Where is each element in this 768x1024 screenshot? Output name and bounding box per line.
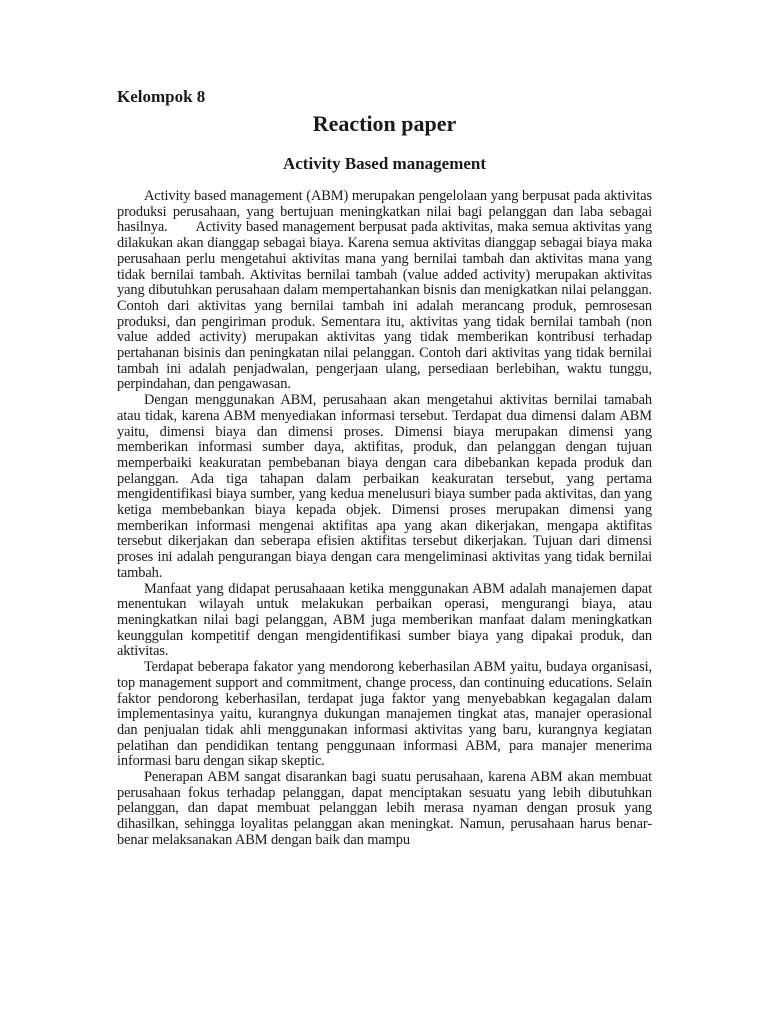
document-body [117,188,656,849]
document-subtitle: Activity Based management [282,154,487,173]
paragraph: Manfaat yang didapat perusahaaan ketika menggunakan ABM adalah manajemen dapat menentukan wilayah untuk melakukan perbaikan operasi, mengurangi biaya, atau meningkatkan nilai bagi pelanggan, ABM juga memberikan manfaat dalam meningkatkan keunggulan kompetitif dengan mengidentifikasi sumber biaya yang dipakai produk, dan aktivitas. [117,580,652,660]
paragraph: Dengan menggunakan ABM, perusahaan akan mengetahui aktivitas bernilai tamabah atau tidak, karena ABM menyediakan informasi tersebut. Terdapat dua dimensi dalam ABM yaitu, dimensi biaya dan dimensi proses. Dimensi biaya merupakan dimensi yang memberikan informasi sumber daya, aktifitas, produk, dan pelanggan dengan tujuan memperbaiki keakuratan pembebanan biaya dengan cara dibebankan kepada produk dan pelanggan. Ada tiga tahapan dalam perbaikan keakuratan tersebut, yang pertama mengidentifikasi biaya sumber, yang kedua menelusuri biaya sumber pada aktivitas, dan yang ketiga membebankan biaya kepada objek. Dimensi proses merupakan dimensi yang memberikan informasi mengenai aktifitas apa yang akan dikerjakan, mengapa aktifitas tersebut dikerjakan dan seberapa efisien aktifitas tersebut dikerjakan. Tujuan dari dimensi proses ini adalah pengurangan biaya dengan cara mengeliminasi aktivitas yang tidak bernilai tambah. [117,392,652,581]
paragraph: Activity based management (ABM) merupakan pengelolaan yang berpusat pada aktivitas produksi perusahaan, yang bertujuan meningkatkan nilai bagi pelanggan dan laba sebagai hasilnya. Activity based management berpusat pada aktivitas, maka semua aktivitas yang dilakukan akan dianggap sebagai biaya. Karena semua aktivitas dianggap sebagai biaya maka perusahaan perlu mengetahui aktivitas mana yang bernilai tambah dan aktivitas mana yang tidak bernilai tambah. Aktivitas bernilai tambah (value added activity) merupakan aktivitas yang dibutuhkan perusahaan dalam mempertahankan bisnis dan menigkatkan nilai pelanggan. Contoh dari aktivitas yang bernilai tambah ini adalah merancang produk, pemrosesan produksi, dan pengiriman produk. Sementara itu, aktivitas yang tidak bernilai tambah (non value added activity) merupakan aktivitas yang tidak memberikan kontribusi terhadap pertahanan bisinis dan peningkatan nilai pelanggan. Contoh dari aktivitas yang tidak bernilai tambah ini adalah penjadwalan, pengerjaan ulang, persediaan berlebihan, waktu tunggu, perpindahan, dan pengawasan. [117,188,656,393]
group-label: Kelompok 8 [117,87,206,106]
paragraph: Terdapat beberapa fakator yang mendorong keberhasilan ABM yaitu, budaya organisasi, top management support and commitment, change process, dan continuing educations. Selain faktor pendorong keberhasilan, terdapat juga faktor yang menyebabkan kegagalan dalam implementasinya yaitu, kurangnya dukungan manajemen tingkat atas, manajer operasional dan penjualan tidak ahli menggunakan informasi aktivitas yang baru, kurangnya kegiatan pelatihan dan pendidikan tentang penggunaan informasi ABM, para manajer menerima informasi baru dengan sikap skeptic. [117,659,652,770]
paragraph: Penerapan ABM sangat disarankan bagi suatu perusahaan, karena ABM akan membuat perusahaan fokus terhadap pelanggan, dapat menciptakan sesuatu yang lebih dibutuhkan pelanggan, dan dapat membuat pelanggan lebih merasa nyaman dengan prosuk yang dihasilkan, sehingga loyalitas pelanggan akan meningkat. Namun, perusahaan harus benar-benar melaksanakan ABM dengan baik dan mampu [117,769,652,848]
document-page [117,86,656,849]
document-title: Reaction paper [312,111,457,136]
